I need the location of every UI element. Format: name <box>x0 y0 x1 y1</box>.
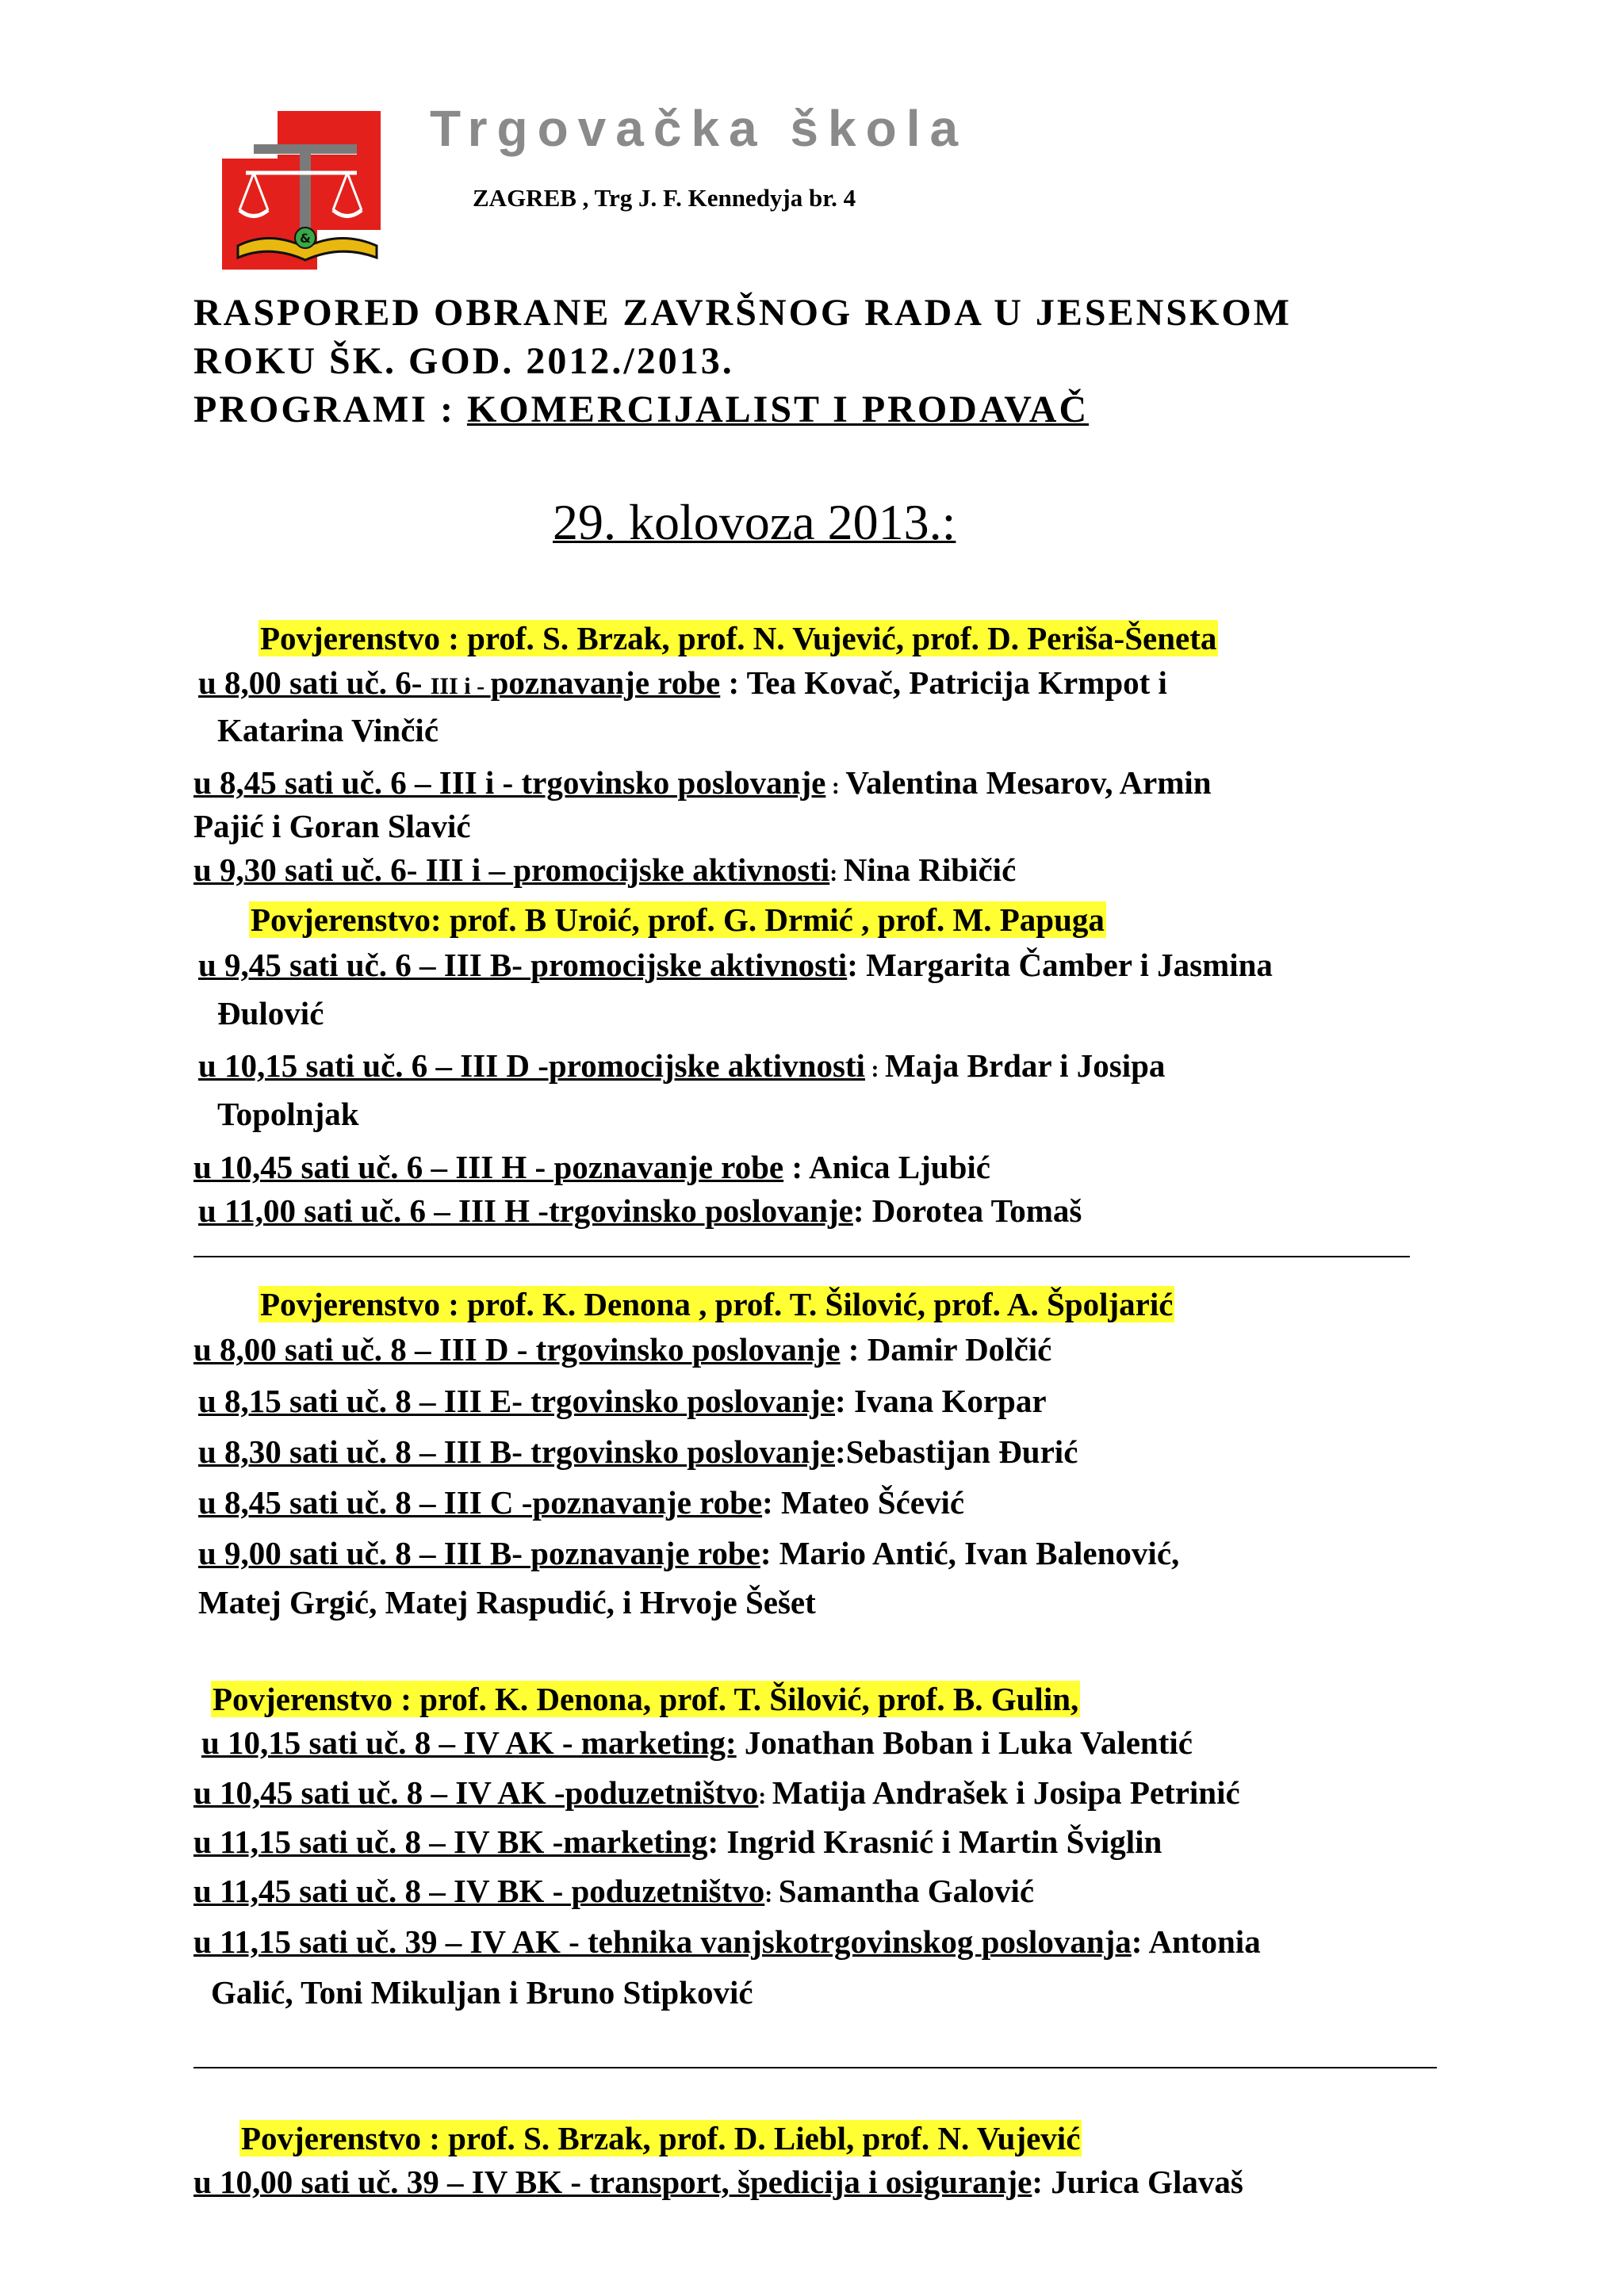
committee-members: Povjerenstvo : prof. K. Denona , prof. T. Šilović, prof. A. Špoljarić <box>260 1286 1174 1322</box>
schedule-time: u 8,00 sati uč. 6- III i - poznavanje robe <box>198 664 721 701</box>
committee-heading <box>211 1679 1080 1719</box>
schedule-time: u 10,15 sati uč. 6 – III D -promocijske aktivnosti <box>198 1047 865 1084</box>
school-name: Trgovačka škola <box>430 100 968 157</box>
schedule-students: Sebastijan Đurić <box>845 1433 1078 1470</box>
committee-heading <box>249 900 1106 939</box>
schedule-item: u 10,45 sati uč. 8 – IV AK -poduzetništvo: Matija Andrašek i Josipa Petrinić <box>193 1774 1240 1811</box>
schedule-students: Margarita Čamber i Jasmina <box>866 947 1273 983</box>
section-divider <box>193 1256 1410 1257</box>
schedule-students-cont: Topolnjak <box>217 1096 359 1132</box>
schedule-time: u 10,45 sati uč. 8 – IV AK -poduzetništvo <box>193 1774 759 1811</box>
schedule-time: u 8,45 sati uč. 8 – III C -poznavanje robe <box>198 1484 763 1521</box>
schedule-item: u 8,00 sati uč. 8 – III D - trgovinsko poslovanje : Damir Dolčić <box>193 1331 1052 1368</box>
schedule-time: u 9,00 sati uč. 8 – III B- poznavanje robe <box>198 1535 760 1571</box>
schedule-students: Valentina Mesarov, Armin <box>845 764 1212 801</box>
schedule-item: u 10,15 sati uč. 6 – III D -promocijske aktivnosti : Maja Brdar i Josipa <box>198 1047 1166 1084</box>
schedule-students: Matija Andrašek i Josipa Petrinić <box>772 1774 1240 1811</box>
schedule-students: Ivana Korpar <box>853 1383 1047 1419</box>
schedule-students-cont: Đulović <box>217 995 324 1031</box>
schedule-item: u 8,15 sati uč. 8 – III E- trgovinsko poslovanje: Ivana Korpar <box>198 1383 1047 1419</box>
schedule-time: u 10,15 sati uč. 8 – IV AK - marketing: <box>201 1724 737 1761</box>
title-line-3 <box>193 385 1292 434</box>
schedule-students: Maja Brdar i Josipa <box>884 1047 1166 1084</box>
schedule-item: u 10,45 sati uč. 6 – III H - poznavanje robe : Anica Ljubić <box>193 1149 990 1185</box>
committee-heading <box>239 2118 1082 2158</box>
exam-date: 29. kolovoza 2013.: <box>553 494 956 550</box>
schedule-item: u 9,30 sati uč. 6- III i – promocijske aktivnosti: Nina Ribičić <box>193 851 1017 888</box>
schedule-item: u 8,30 sati uč. 8 – III B- trgovinsko poslovanje:Sebastijan Đurić <box>198 1433 1078 1470</box>
schedule-students: Damir Dolčić <box>867 1331 1052 1368</box>
schedule-item <box>201 1723 1193 1762</box>
schedule-time: u 8,15 sati uč. 8 – III E- trgovinsko poslovanje <box>198 1383 836 1419</box>
schedule-item: u 11,15 sati uč. 39 – IV AK - tehnika vanjskotrgovinskog poslovanja: Antonia <box>193 1923 1261 1960</box>
schedule-students: Dorotea Tomaš <box>871 1192 1082 1229</box>
schedule-students: Nina Ribičić <box>843 851 1017 888</box>
schedule-time: u 11,15 sati uč. 8 – IV BK -marketing <box>193 1823 708 1860</box>
schedule-item: u 8,45 sati uč. 8 – III C -poznavanje robe: Mateo Šćević <box>198 1484 965 1521</box>
school-logo-icon <box>222 111 381 270</box>
schedule-item: u 9,00 sati uč. 8 – III B- poznavanje robe: Mario Antić, Ivan Balenović, <box>198 1535 1180 1571</box>
schedule-time: u 11,45 sati uč. 8 – IV BK - poduzetništvo <box>193 1873 765 1909</box>
document-title <box>193 289 1292 434</box>
title-line-2: ROKU ŠK. GOD. 2012./2013. <box>193 340 734 382</box>
committee-heading <box>259 1284 1174 1324</box>
schedule-students: Ingrid Krasnić i Martin Šviglin <box>726 1823 1162 1860</box>
schedule-students: Samantha Galović <box>778 1873 1035 1909</box>
schedule-students: Antonia <box>1148 1923 1261 1960</box>
schedule-time: u 10,45 sati uč. 6 – III H - poznavanje robe <box>193 1149 784 1185</box>
schedule-time: u 10,00 sati uč. 39 – IV BK - transport, špedicija i osiguranje <box>193 2164 1032 2200</box>
committee-members: Povjerenstvo : prof. S. Brzak, prof. D. Liebl, prof. N. Vujević <box>241 2120 1081 2156</box>
title-programs: KOMERCIJALIST I PRODAVAČ <box>466 388 1090 430</box>
schedule-students-cont: Pajić i Goran Slavić <box>193 808 471 844</box>
schedule-item: u 8,45 sati uč. 6 – III i - trgovinsko poslovanje : Valentina Mesarov, Armin <box>193 764 1212 801</box>
schedule-students: Anica Ljubić <box>809 1149 990 1185</box>
title-programs-label: PROGRAMI : <box>193 388 467 430</box>
committee-members: Povjerenstvo: prof. B Uroić, prof. G. Drmić , prof. M. Papuga <box>251 901 1105 938</box>
schedule-item: u 10,00 sati uč. 39 – IV BK - transport, špedicija i osiguranje: Jurica Glavaš <box>193 2164 1243 2200</box>
schedule-item: u 11,00 sati uč. 6 – III H -trgovinsko poslovanje: Dorotea Tomaš <box>198 1192 1082 1229</box>
title-line-1: RASPORED OBRANE ZAVRŠNOG RADA U JESENSKOM <box>193 292 1292 334</box>
schedule-item: u 11,45 sati uč. 8 – IV BK - poduzetništvo: Samantha Galović <box>193 1873 1035 1909</box>
schedule-students: Jonathan Boban i Luka Valentić <box>744 1724 1193 1761</box>
school-address: ZAGREB , Trg J. F. Kennedyja br. 4 <box>473 184 856 212</box>
schedule-time: u 9,30 sati uč. 6- III i – promocijske aktivnosti <box>193 851 830 888</box>
svg-text:&: & <box>300 231 311 246</box>
schedule-students: Tea Kovač, Patricija Krmpot i <box>746 664 1167 701</box>
schedule-time: u 11,15 sati uč. 39 – IV AK - tehnika vanjskotrgovinskog poslovanja <box>193 1923 1132 1960</box>
schedule-item: u 8,00 sati uč. 6- III i - poznavanje robe : Tea Kovač, Patricija Krmpot i <box>198 664 1167 701</box>
schedule-time: u 9,45 sati uč. 6 – III B- promocijske aktivnosti <box>198 947 848 983</box>
schedule-students: Jurica Glavaš <box>1051 2164 1243 2200</box>
schedule-students-cont: Katarina Vinčić <box>217 712 439 748</box>
schedule-item: u 9,45 sati uč. 6 – III B- promocijske aktivnosti: Margarita Čamber i Jasmina <box>198 947 1273 983</box>
committee-members: Povjerenstvo : prof. S. Brzak, prof. N. Vujević, prof. D. Periša-Šeneta <box>260 620 1217 656</box>
schedule-time: u 8,30 sati uč. 8 – III B- trgovinsko poslovanje <box>198 1433 836 1470</box>
schedule-students: Mario Antić, Ivan Balenović, <box>779 1535 1180 1571</box>
schedule-students: Mateo Šćević <box>781 1484 965 1521</box>
schedule-students-cont: Galić, Toni Mikuljan i Bruno Stipković <box>211 1974 753 2011</box>
schedule-students-cont: Matej Grgić, Matej Raspudić, i Hrvoje Šešet <box>198 1584 816 1621</box>
committee-members: Povjerenstvo : prof. K. Denona, prof. T. Šilović, prof. B. Gulin, <box>213 1681 1079 1717</box>
committee-heading <box>259 618 1218 658</box>
section-divider <box>193 2067 1437 2068</box>
schedule-time: u 8,45 sati uč. 6 – III i - trgovinsko poslovanje <box>193 764 826 801</box>
schedule-time: u 8,00 sati uč. 8 – III D - trgovinsko poslovanje <box>193 1331 841 1368</box>
schedule-time: u 11,00 sati uč. 6 – III H -trgovinsko poslovanje <box>198 1192 853 1229</box>
schedule-item: u 11,15 sati uč. 8 – IV BK -marketing: Ingrid Krasnić i Martin Šviglin <box>193 1823 1162 1860</box>
